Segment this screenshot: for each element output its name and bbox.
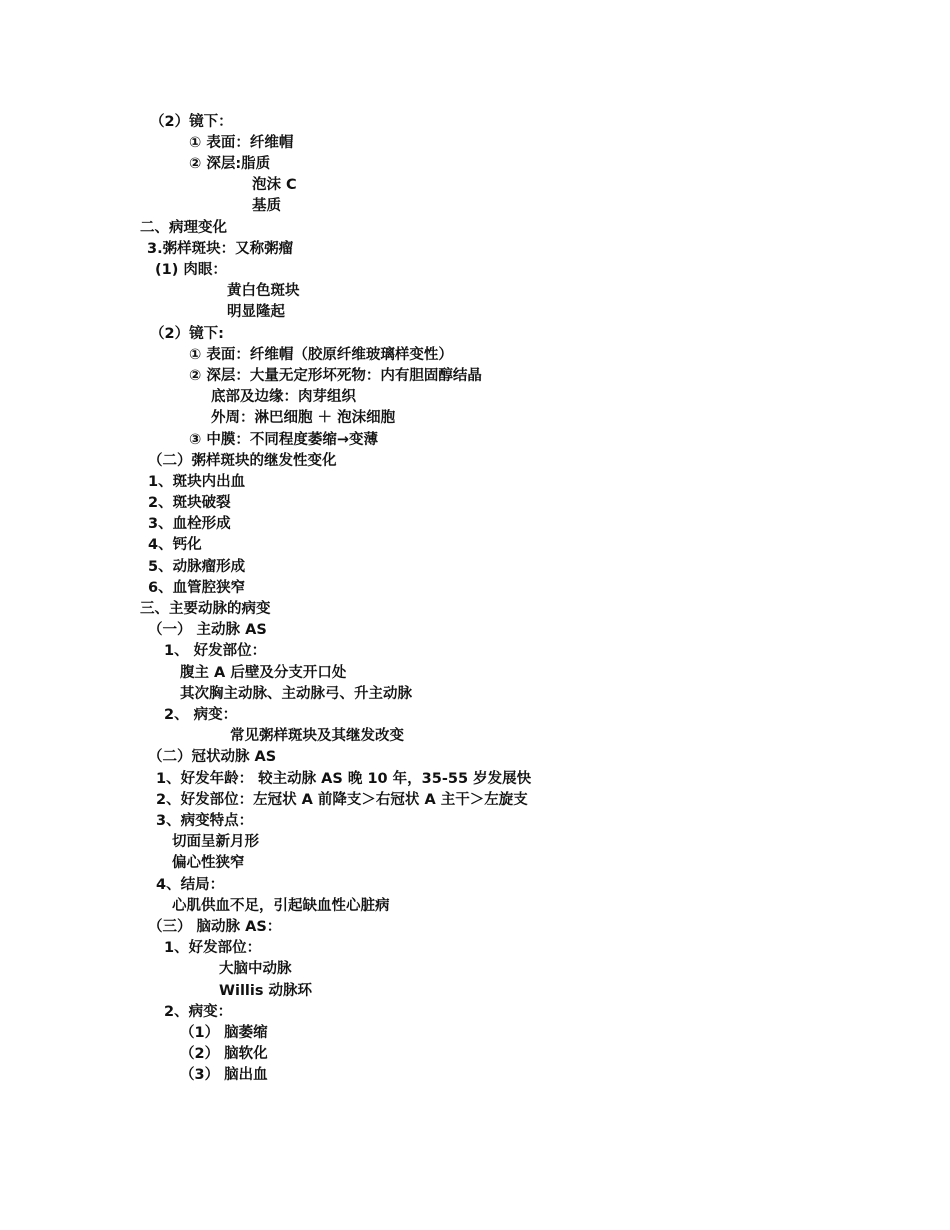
doc-line: 1、好发部位： bbox=[164, 940, 262, 956]
doc-line: 1、好发年龄： 较主动脉 AS 晚 10 年，35-55 岁发展快 bbox=[156, 771, 532, 787]
doc-line: ② 深层：大量无定形坏死物：内有胆固醇结晶 bbox=[189, 368, 482, 384]
doc-line: 2、病变： bbox=[164, 1004, 233, 1020]
doc-line: （2） 脑软化 bbox=[180, 1046, 268, 1062]
doc-line: (1) 肉眼： bbox=[155, 262, 227, 278]
doc-line: （3） 脑出血 bbox=[180, 1067, 268, 1083]
doc-line: 3、病变特点： bbox=[156, 813, 254, 829]
doc-line: 1、斑块内出血 bbox=[148, 474, 246, 490]
doc-line: 1、 好发部位： bbox=[164, 643, 267, 659]
doc-line: 明显隆起 bbox=[227, 304, 285, 320]
doc-line: 基质 bbox=[252, 198, 281, 214]
doc-line: 偏心性狭窄 bbox=[172, 855, 245, 871]
doc-line: ② 深层:脂质 bbox=[189, 156, 271, 172]
doc-line: （2）镜下: bbox=[150, 326, 224, 342]
doc-line: ① 表面：纤维帽 bbox=[189, 135, 294, 151]
doc-line: 底部及边缘：肉芽组织 bbox=[211, 389, 356, 405]
doc-line: 大脑中动脉 bbox=[219, 961, 292, 977]
doc-line: 腹主 A 后壁及分支开口处 bbox=[180, 665, 347, 681]
doc-line: （一） 主动脉 AS bbox=[148, 622, 267, 638]
doc-line: 外周：淋巴细胞 ＋ 泡沫细胞 bbox=[211, 410, 396, 426]
doc-line: （二）粥样斑块的继发性变化 bbox=[148, 453, 337, 469]
doc-line: 3.粥样斑块：又称粥瘤 bbox=[147, 241, 294, 257]
doc-line: 2、 病变： bbox=[164, 707, 238, 723]
doc-line: Willis 动脉环 bbox=[219, 983, 313, 999]
doc-line: 其次胸主动脉、主动脉弓、升主动脉 bbox=[180, 686, 412, 702]
doc-line: 4、钙化 bbox=[148, 537, 202, 553]
doc-line: 5、动脉瘤形成 bbox=[148, 559, 246, 575]
doc-line: 心肌供血不足，引起缺血性心脏病 bbox=[172, 898, 390, 914]
doc-line: （1） 脑萎缩 bbox=[180, 1025, 268, 1041]
doc-line: 4、结局： bbox=[156, 877, 225, 893]
doc-line: 6、血管腔狭窄 bbox=[148, 580, 246, 596]
doc-line: （二）冠状动脉 AS bbox=[148, 749, 277, 765]
doc-line: （2）镜下： bbox=[150, 114, 233, 130]
doc-line: 切面呈新月形 bbox=[172, 834, 259, 850]
doc-line: 2、好发部位：左冠状 A 前降支＞右冠状 A 主干＞左旋支 bbox=[156, 792, 528, 808]
doc-line: ① 表面：纤维帽（胶原纤维玻璃样变性） bbox=[189, 347, 453, 363]
doc-line: 2、斑块破裂 bbox=[148, 495, 231, 511]
doc-line: （三） 脑动脉 AS： bbox=[148, 919, 282, 935]
doc-line: ③ 中膜：不同程度萎缩→变薄 bbox=[189, 432, 378, 448]
doc-line: 三、主要动脉的病变 bbox=[140, 601, 271, 617]
doc-line: 黄白色斑块 bbox=[227, 283, 300, 299]
doc-line: 常见粥样斑块及其继发改变 bbox=[230, 728, 404, 744]
doc-line: 泡沫 C bbox=[252, 177, 297, 193]
doc-line: 二、病理变化 bbox=[140, 220, 227, 236]
doc-line: 3、血栓形成 bbox=[148, 516, 231, 532]
